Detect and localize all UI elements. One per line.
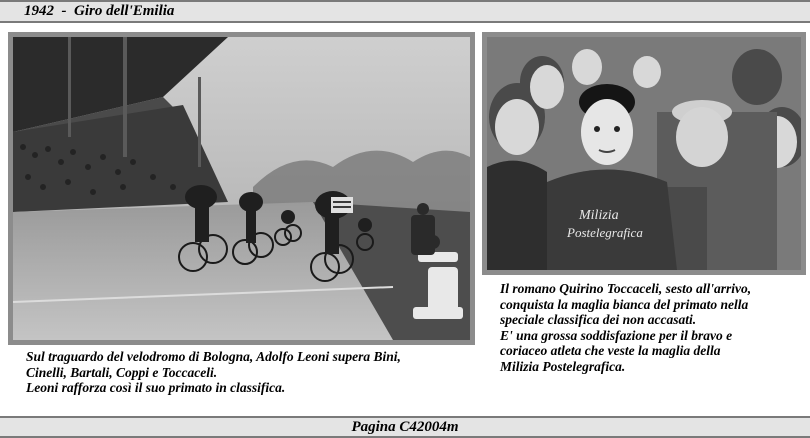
rider-photo-image <box>487 37 801 270</box>
velodrome-photo-image <box>13 37 470 340</box>
caption-line: speciale classifica dei non accasati. <box>500 312 697 327</box>
caption-line: Il romano Quirino Toccaceli, sesto all'arrivo, <box>500 281 752 296</box>
caption-line: Milizia Postelegrafica. <box>500 358 626 374</box>
header-bar <box>0 0 810 23</box>
left-photo-caption <box>26 349 476 396</box>
caption-line: E' una grossa soddisfazione per il bravo e <box>500 327 733 343</box>
jersey-text-line2: Postelegrafica <box>567 225 643 240</box>
caption-line: Sul traguardo del velodromo di Bologna, Adolfo Leoni supera Bini, <box>26 349 401 364</box>
rider-portrait-photo <box>482 32 806 275</box>
caption-line: coriaceo atleta che veste la maglia della <box>500 343 721 358</box>
caption-line: Cinelli, Bartali, Coppi e Toccaceli. <box>26 364 218 380</box>
caption-line: conquista la maglia bianca del primato nella <box>500 296 749 312</box>
velodrome-finish-photo <box>8 32 475 345</box>
page-number-label: Pagina C42004m <box>351 419 459 435</box>
right-photo-caption <box>500 281 805 374</box>
jersey-text-line1: Milizia <box>579 208 619 223</box>
footer-bar <box>0 416 810 438</box>
caption-line: Leoni rafforza così il suo primato in classifica. <box>26 380 286 395</box>
page-title: 1942 - Giro dell'Emilia <box>24 3 175 19</box>
